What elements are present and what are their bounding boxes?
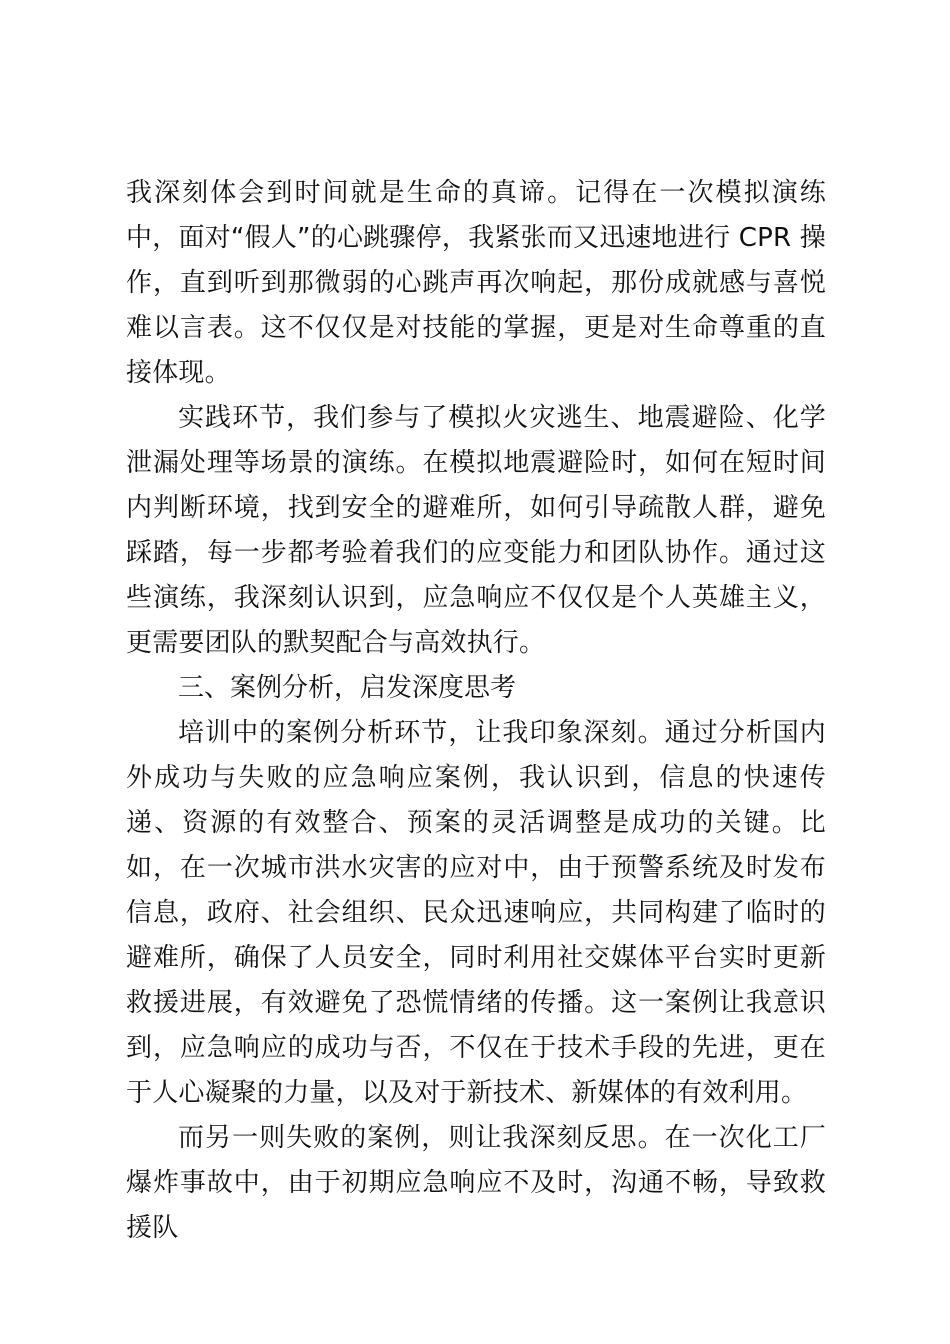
- section-heading-case-analysis: 三、案例分析，启发深度思考: [178, 673, 517, 703]
- paragraph-failed-case: 而另一则失败的案例，则让我深刻反思。在一次化工厂爆炸事故中，由于初期应急响应不及时，沟通不畅，导致救援队: [126, 1123, 826, 1243]
- paragraph-continuation: 我深刻体会到时间就是生命的真谛。记得在一次模拟演练中，面对“假人”的心跳骤停，我紧张而又迅速地进行 CPR 操作，直到听到那微弱的心跳声再次响起，那份成就感与喜悦难以言表。这不仅仅是对技能的掌握，更是对生命尊重的直接体现。: [126, 178, 826, 388]
- document-body: [126, 171, 826, 1251]
- paragraph-practice: 实践环节，我们参与了模拟火灾逃生、地震避险、化学泄漏处理等场景的演练。在模拟地震避险时，如何在短时间内判断环境，找到安全的避难所，如何引导疏散人群，避免踩踏，每一步都考验着我们的应变能力和团队协作。通过这些演练，我深刻认识到，应急响应不仅仅是个人英雄主义，更需要团队的默契配合与高效执行。: [126, 403, 826, 658]
- paragraph-case-analysis: 培训中的案例分析环节，让我印象深刻。通过分析国内外成功与失败的应急响应案例，我认识到，信息的快速传递、资源的有效整合、预案的灵活调整是成功的关键。比如，在一次城市洪水灾害的应对中，由于预警系统及时发布信息，政府、社会组织、民众迅速响应，共同构建了临时的避难所，确保了人员安全，同时利用社交媒体平台实时更新救援进展，有效避免了恐慌情绪的传播。这一案例让我意识到，应急响应的成功与否，不仅在于技术手段的先进，更在于人心凝聚的力量，以及对于新技术、新媒体的有效利用。: [126, 718, 826, 1108]
